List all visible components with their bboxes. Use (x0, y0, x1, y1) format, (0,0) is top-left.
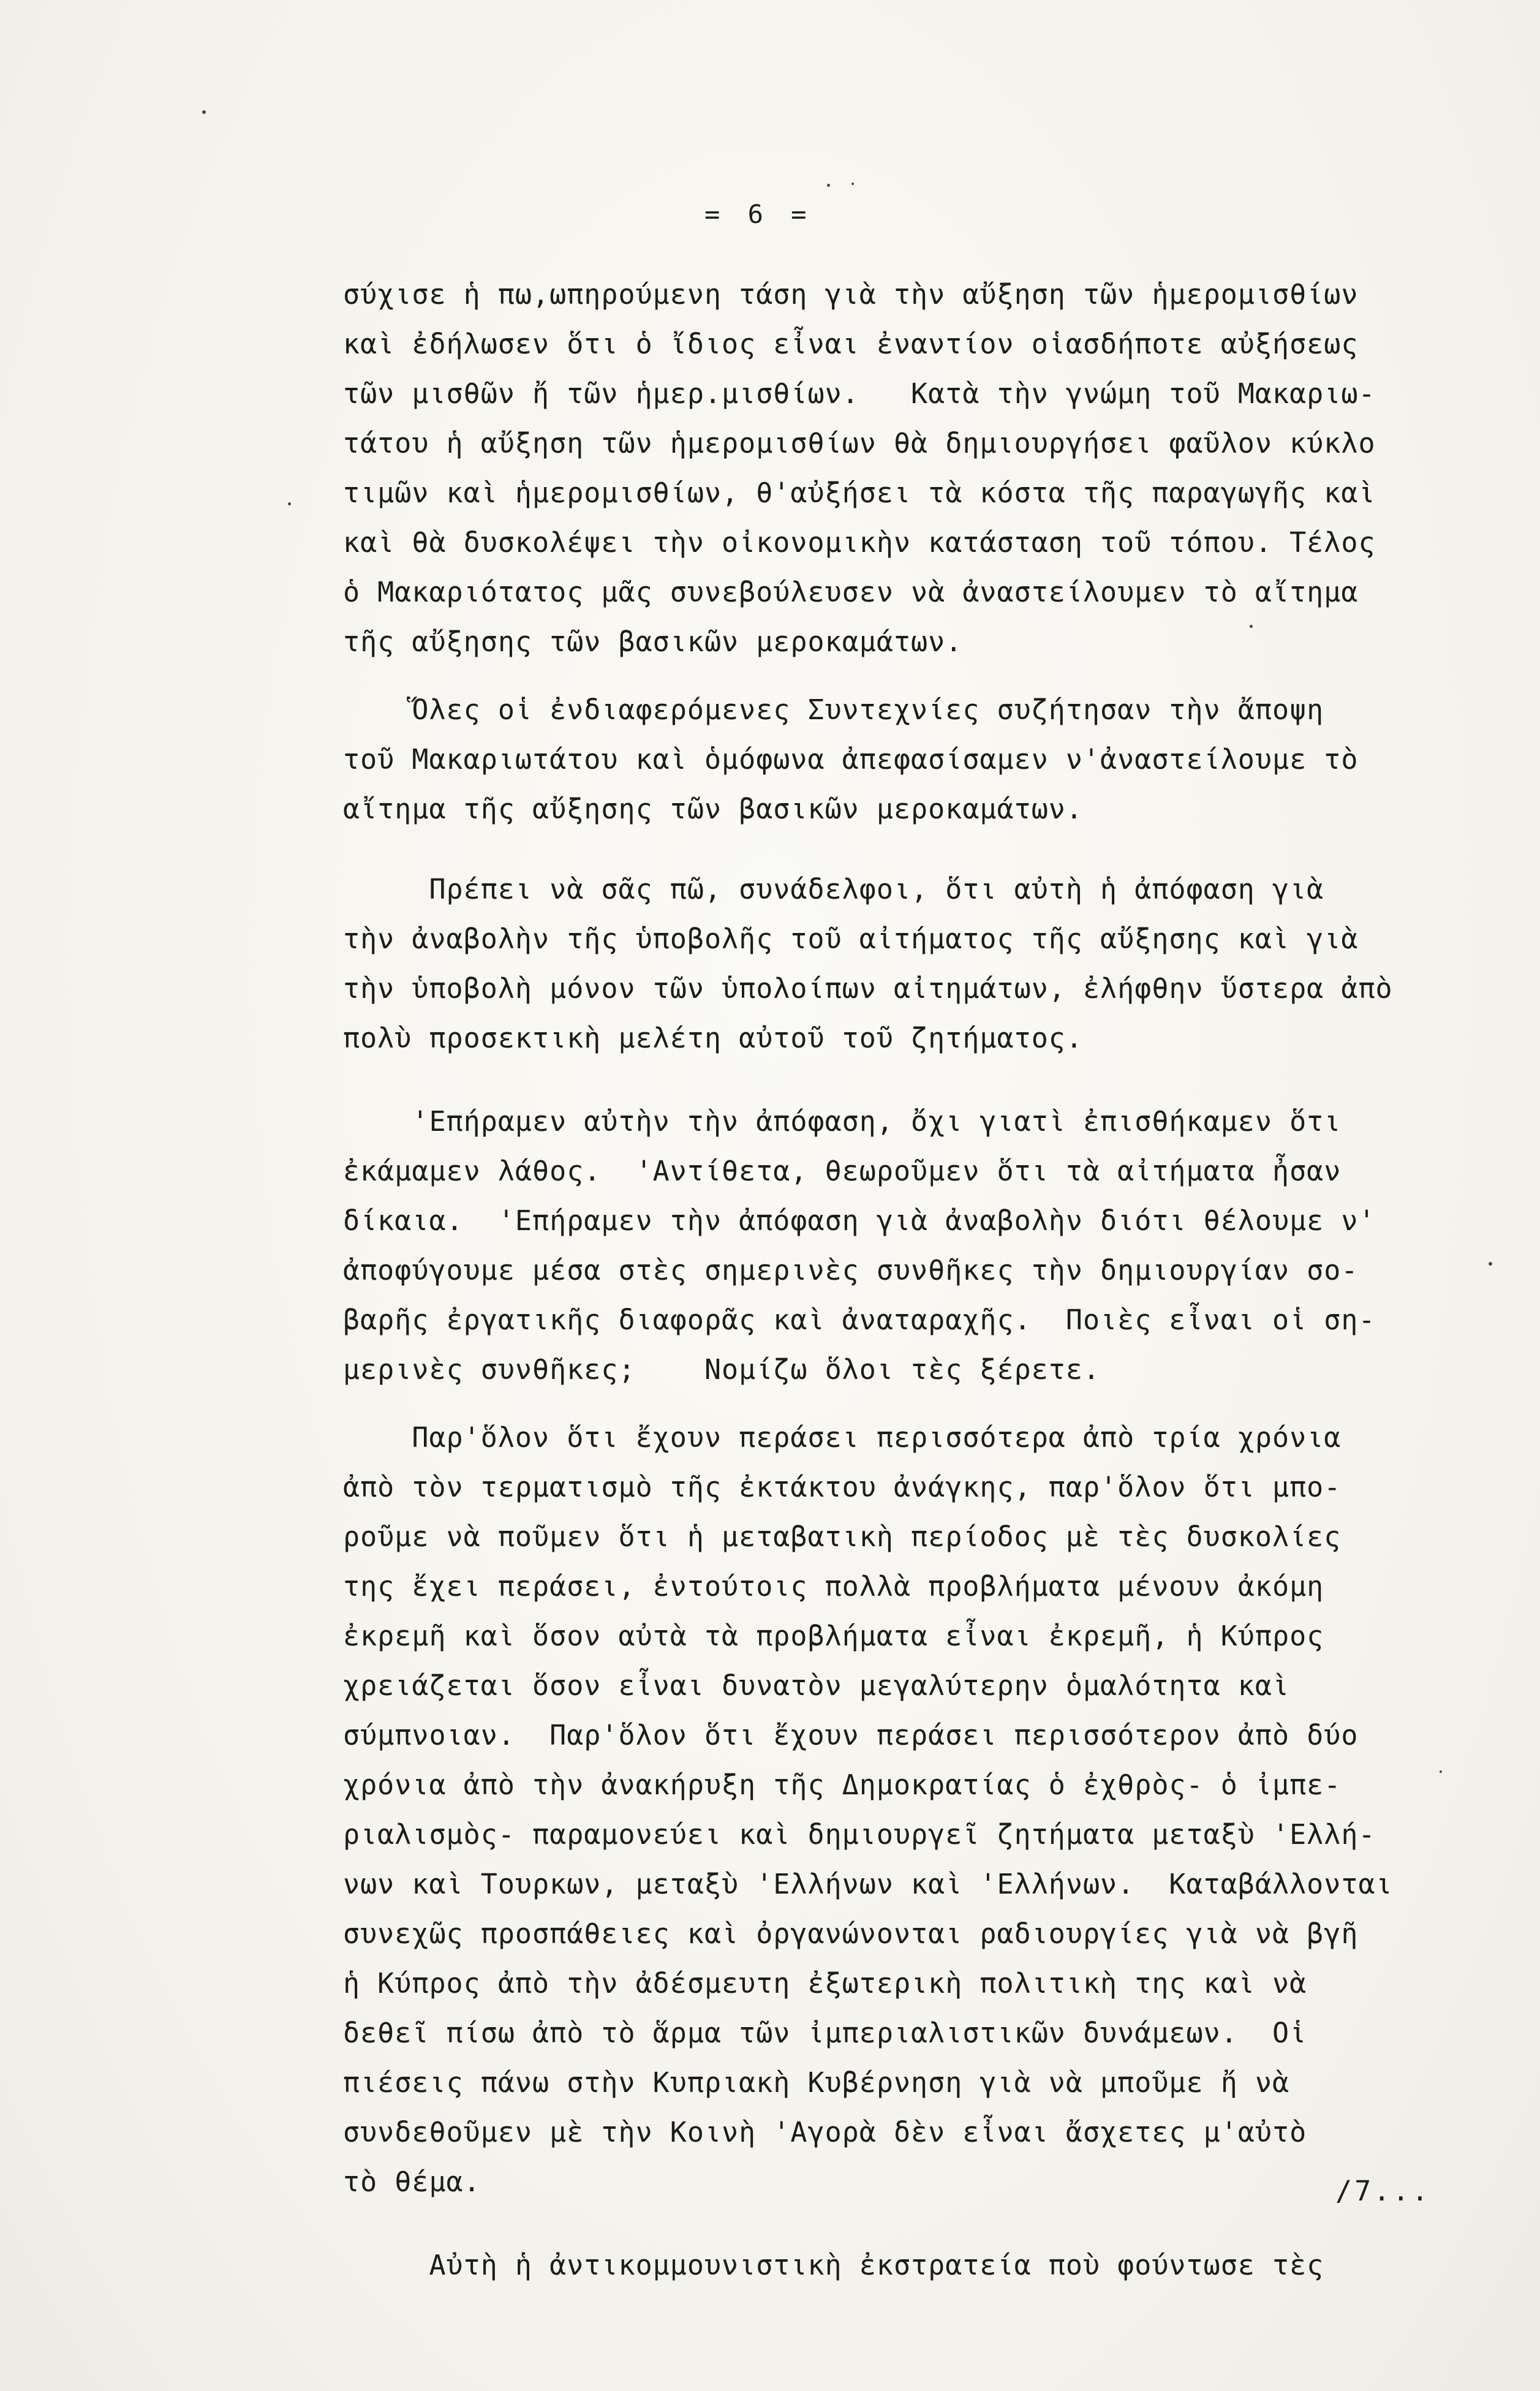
text-line: συνεχῶς προσπάθειες καὶ ὀργανώνονται ραδιουργίες γιὰ νὰ βγῆ (343, 1917, 1359, 1950)
continuation-marker: /7... (1335, 2175, 1431, 2207)
paragraph-4 (343, 1097, 1458, 1394)
body-text (343, 270, 1458, 2290)
text-line: συνδεθοῦμεν μὲ τὴν Κοινὴ 'Αγορὰ δὲν εἶναι ἄσχετες μ'αὐτὸ (343, 2116, 1307, 2148)
text-line: τῆς αὔξησης τῶν βασικῶν μεροκαμάτων. (343, 625, 963, 658)
text-line: αἴτημα τῆς αὔξησης τῶν βασικῶν μεροκαμάτων. (343, 793, 1083, 825)
text-line: ἀποφύγουμε μέσα στὲς σημερινὲς συνθῆκες τὴν δημιουργίαν σο- (343, 1254, 1359, 1286)
paragraph-2 (343, 685, 1458, 834)
text-line: πιέσεις πάνω στὴν Κυπριακὴ Κυβέρνηση γιὰ νὰ μποῦμε ἤ νὰ (343, 2066, 1290, 2099)
text-line: χρόνια ἀπὸ τὴν ἀνακήρυξη τῆς Δημοκρατίας ὁ ἐχθρὸς- ὁ ἰμπε- (343, 1769, 1342, 1801)
text-line: τὸ θέμα. (343, 2166, 481, 2198)
text-line: ἀπὸ τὸν τερματισμὸ τῆς ἐκτάκτου ἀνάγκης, παρ'ὅλον ὅτι μπο- (343, 1471, 1342, 1503)
paragraph-6 (343, 2240, 1458, 2290)
text-line: καὶ ἐδήλωσεν ὅτι ὁ ἴδιος εἶναι ἐναντίον οἱασδήποτε αὐξήσεως (343, 328, 1359, 360)
text-line: τιμῶν καὶ ἡμερομισθίων, θ'αὐξήσει τὰ κόστα τῆς παραγωγῆς καὶ (343, 477, 1376, 509)
scan-speck (827, 184, 830, 187)
text-line: ἐκάμαμεν λάθος. 'Αντίθετα, θεωροῦμεν ὅτι τὰ αἰτήματα ἦσαν (343, 1155, 1342, 1187)
scan-speck (851, 183, 854, 185)
text-line: ὁ Μακαριότατος μᾶς συνεβούλευσεν νὰ ἀναστείλουμεν τὸ αἴτημα (343, 576, 1359, 608)
scan-speck (1250, 625, 1253, 628)
text-line: Ὅλες οἱ ἐνδιαφερόμενες Συντεχνίες συζήτησαν τὴν ἄποψη (343, 693, 1324, 726)
text-line: σύχισε ἡ πω,ωπηρούμενη τάση γιὰ τὴν αὔξηση τῶν ἡμερομισθίων (343, 278, 1359, 311)
text-line: ριαλισμὸς- παραμονεύει καὶ δημιουργεῖ ζητήματα μεταξὺ 'Ελλή- (343, 1818, 1376, 1851)
text-line: Παρ'ὅλον ὅτι ἔχουν περάσει περισσότερα ἀπὸ τρία χρόνια (343, 1421, 1342, 1454)
text-line: δεθεῖ πίσω ἀπὸ τὸ ἅρμα τῶν ἰμπεριαλιστικῶν δυνάμεων. Οἱ (343, 2017, 1307, 2049)
text-line: τοῦ Μακαριωτάτου καὶ ὁμόφωνα ἀπεφασίσαμεν ν'ἀναστείλουμε τὸ (343, 743, 1359, 776)
scan-speck (202, 110, 206, 114)
text-line: 'Επήραμεν αὐτὴν τὴν ἀπόφαση, ὄχι γιατὶ ἐπισθήκαμεν ὅτι (343, 1105, 1342, 1138)
text-line: Πρέπει νὰ σᾶς πῶ, συνάδελφοι, ὅτι αὐτὴ ἡ ἀπόφαση γιὰ (343, 873, 1324, 905)
text-line: τῶν μισθῶν ἤ τῶν ἡμερ.μισθίων. Κατὰ τὴν γνώμη τοῦ Μακαριω- (343, 377, 1376, 410)
scan-speck (288, 502, 291, 505)
text-line: καὶ θὰ δυσκολέψει τὴν οἰκονομικὴν κατάσταση τοῦ τόπου. Τέλος (343, 526, 1376, 559)
text-line: τάτου ἡ αὔξηση τῶν ἡμερομισθίων θὰ δημιουργήσει φαῦλον κύκλο (343, 427, 1376, 459)
text-line: της ἔχει περάσει, ἐντούτοις πολλὰ προβλήματα μένουν ἀκόμη (343, 1570, 1324, 1603)
text-line: βαρῆς ἐργατικῆς διαφορᾶς καὶ ἀναταραχῆς. Ποιὲς εἶναι οἱ ση- (343, 1304, 1376, 1336)
scan-speck (1440, 1770, 1442, 1773)
text-line: σύμπνοιαν. Παρ'ὅλον ὅτι ἔχουν περάσει περισσότερον ἀπὸ δύο (343, 1719, 1359, 1751)
text-line: τὴν ὑποβολὴ μόνον τῶν ὑπολοίπων αἰτημάτων, ἐλήφθην ὕστερα ἀπὸ (343, 972, 1393, 1005)
text-line: ἐκρεμῆ καὶ ὅσον αὐτὰ τὰ προβλήματα εἶναι ἐκρεμῆ, ἡ Κύπρος (343, 1620, 1324, 1652)
paragraph-5 (343, 1413, 1458, 2207)
scan-speck (1489, 1262, 1492, 1266)
text-line: μερινὲς συνθῆκες; Νομίζω ὅλοι τὲς ξέρετε. (343, 1353, 1101, 1386)
text-line: ροῦμε νὰ ποῦμεν ὅτι ἡ μεταβατικὴ περίοδος μὲ τὲς δυσκολίες (343, 1520, 1342, 1553)
paragraph-3 (343, 864, 1458, 1063)
paragraph-1 (343, 270, 1458, 667)
text-line: τὴν ἀναβολὴν τῆς ὑποβολῆς τοῦ αἰτήματος τῆς αὔξησης καὶ γιὰ (343, 923, 1359, 955)
text-line: χρειάζεται ὅσον εἶναι δυνατὸν μεγαλύτερην ὁμαλότητα καὶ (343, 1669, 1290, 1702)
page-number: = 6 = (704, 199, 813, 229)
text-line: Αὐτὴ ἡ ἀντικομμουνιστικὴ ἐκστρατεία ποὺ φούντωσε τὲς (343, 2249, 1324, 2281)
text-line: ἡ Κύπρος ἀπὸ τὴν ἀδέσμευτη ἐξωτερικὴ πολιτικὴ της καὶ νὰ (343, 1967, 1307, 2000)
text-line: νων καὶ Τουρκων, μεταξὺ 'Ελλήνων καὶ 'Ελλήνων. Καταβάλλονται (343, 1868, 1393, 1900)
text-line: πολὺ προσεκτικὴ μελέτη αὐτοῦ τοῦ ζητήματος. (343, 1022, 1083, 1054)
text-line: δίκαια. 'Επήραμεν τὴν ἀπόφαση γιὰ ἀναβολὴν διότι θέλουμε ν' (343, 1204, 1376, 1237)
